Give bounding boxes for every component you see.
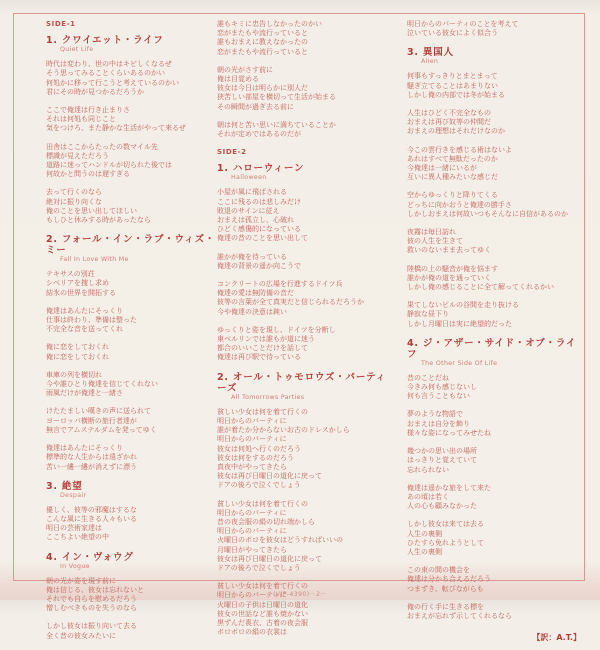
lyric-line: 互いに異人種みたいな感じだ: [407, 173, 498, 182]
lyric-stanza: [46, 622, 224, 640]
lyric-line: 忘れられない: [407, 465, 449, 474]
lyric-line: 明日からのパーティに: [217, 508, 287, 517]
lyric-line: 彼女は今日は明らかに別人だ: [217, 84, 308, 93]
lyric-stanza: [407, 146, 585, 183]
lyric-stanza: [217, 188, 395, 243]
song-title: 3. 絶望: [46, 480, 83, 492]
lyric-line: はっきりと覚えていて: [407, 456, 477, 465]
side-label: SIDE-2: [217, 148, 247, 157]
lyric-line: 絶対に振り向くな: [46, 197, 102, 206]
lyric-line: しかし彼女は来ては去る: [407, 520, 484, 529]
lyric-stanza: [217, 121, 395, 139]
lyric-line: 明日からのパーティに: [217, 416, 287, 425]
lyric-line: 何も言うこともない: [407, 392, 470, 401]
lyric-line: 苦い一縷一縷が消えずに漂う: [46, 462, 137, 471]
lyric-line: ヨーロッパ横断の旅行者達が: [46, 416, 137, 425]
lyric-stanza: [407, 484, 585, 512]
lyric-line: 憎しむべきものを失うのなら: [46, 604, 137, 613]
lyric-stanza: [46, 106, 224, 134]
lyric-line: あの頃は若く: [407, 492, 449, 501]
lyric-line: 昔のことだね: [407, 373, 449, 382]
lyric-line: 人生の裏側: [407, 529, 442, 538]
lyric-line: 結氷の世界を開拓する: [46, 288, 116, 297]
lyrics-column-right: [407, 20, 585, 642]
lyric-line: 俺は目覚める: [217, 75, 259, 84]
lyric-line: しかし俺の感じることに全て解ってくれるかい: [407, 283, 554, 292]
lyric-stanza: [46, 143, 224, 180]
song-subtitle-english: Despair: [60, 491, 87, 499]
lyric-stanza: [217, 66, 395, 112]
lyric-line: 俺達は分かち合えるだろう: [407, 575, 491, 584]
lyric-line: 俺達はあんたにそっくり: [46, 444, 123, 453]
lyric-line: 何事もすっきりとまとまって: [407, 72, 498, 81]
lyric-line: おまえの理想はそれだけなのか: [407, 127, 505, 136]
lyric-line: 不完全な音を送ってくれ: [46, 325, 123, 334]
lyric-stanza: [46, 506, 224, 543]
lyric-line: 無言でアムステルダムを発ってゆく: [46, 425, 157, 434]
lyric-line: どっちに向かおうと俺達の勝手さ: [407, 200, 512, 209]
lyric-stanza: [217, 253, 395, 271]
song-title: 2. フォール・イン・ラブ・ウィズ・ミー: [46, 234, 216, 257]
lyric-stanza: [407, 72, 585, 100]
lyric-line: 恋がまたもや流行っていると: [217, 47, 308, 56]
lyric-line: 俺のことを思い出してほしい: [46, 206, 137, 215]
song-subtitle-english: Halloween: [231, 174, 267, 182]
lyric-stanza: [407, 410, 585, 438]
lyric-line: 陸橋の上の騒音が俺を悩ます: [407, 264, 498, 273]
lyric-stanza: [217, 20, 395, 57]
lyric-stanza: [46, 60, 224, 97]
lyric-stanza: [407, 265, 585, 293]
lyric-line: そう思ってみることくらいあるのかい: [46, 69, 165, 78]
lyric-line: 貧しい少女は何を着て行くの: [217, 582, 308, 591]
lyric-line: 標準的な人生からは遠ざかれ: [46, 453, 137, 462]
lyric-line: 彼女は再び日曜日の道化に戻って: [217, 472, 322, 481]
lyrics-column-center: [217, 20, 395, 646]
lyric-line: 都合のいいことだけを話して: [217, 344, 308, 353]
lyric-line: 朝の光がさす前に: [217, 65, 273, 74]
lyric-line: 今きみ何も感じないし: [407, 383, 477, 392]
lyric-line: けたたましい嘆きの声に送られて: [46, 407, 151, 416]
side-label: SIDE-1: [46, 20, 76, 28]
lyric-line: ここちよい絶望の中: [46, 533, 109, 542]
lyric-line: 人生の裏側: [407, 547, 442, 556]
lyric-line: 俺達の背景の遥か向こうで: [217, 261, 301, 270]
lyric-line: 誰かが俺を待っている: [217, 252, 287, 261]
lyric-line: 雨風だけが俺達と一緒さ: [46, 389, 123, 398]
lyric-line: 貧しい少女は何を着て行くの: [217, 407, 308, 416]
lyric-line: 敗退のサインに従え: [217, 206, 280, 215]
lyric-line: 誰かが俺の道を通っていく: [407, 273, 491, 282]
lyric-line: シベリアを捜し求め: [46, 279, 109, 288]
translator-credit: 【訳：A.T.】: [532, 633, 581, 643]
lyric-stanza: [407, 374, 585, 402]
lyric-line: 貧しい少女は何を着て行くの: [217, 499, 308, 508]
lyric-line: 朝の光が姿を現す前に: [46, 576, 116, 585]
song-title: 4. ジ・アザー・サイド・オブ・ライフ: [407, 337, 577, 360]
lyric-line: 夜霧は毎日訪れ: [407, 228, 456, 237]
lyric-line: 明日からのパーティに: [217, 527, 287, 536]
song-title: 4. イン・ヴォウグ: [46, 551, 134, 563]
lyric-line: 時代は変わり、世の中はキビしくなるぜ: [46, 60, 172, 69]
lyric-line: 去って行くのなら: [46, 188, 102, 197]
lyric-line: 何処かに移って行こうと考えているのかい: [46, 78, 179, 87]
song-title: 1. ハローウィーン: [217, 163, 305, 175]
lyric-stanza: [46, 188, 224, 225]
lyric-line: 彼等の言葉が全て真実だと信じられるだろうか: [217, 298, 364, 307]
lyric-line: 明日からのパーティのことを考えて: [407, 20, 519, 28]
song-title: 3. 異国人: [407, 47, 454, 59]
lyric-line: 田舎はここからたったの数マイル先: [46, 142, 158, 151]
lyric-line: 人の心も顧みなかった: [407, 502, 477, 511]
lyric-stanza: [46, 444, 224, 472]
lyric-line: 救いのないまま去ってゆく: [407, 246, 491, 255]
lyric-stanza: [46, 407, 224, 435]
lyric-line: 標識が見えただろう: [46, 151, 109, 160]
lyric-stanza: [46, 371, 224, 399]
lyric-line: 夢のような物語で: [407, 410, 463, 419]
lyric-line: それでも自らを慰めるだろう: [46, 594, 137, 603]
lyric-line: ドアの後ろで泣くでしょう: [217, 481, 301, 490]
lyric-stanza: [46, 343, 224, 361]
lyric-line: 君にその時が見つかるだろうか: [46, 87, 144, 96]
lyric-stanza: [407, 301, 585, 329]
lyric-line: 東ベルリンでは誰もが道に迷う: [217, 335, 315, 344]
lyric-line: 優しく、彼等の邪魔はするな: [46, 505, 137, 514]
lyric-line: 様々な姿になってみせたね: [407, 428, 491, 437]
lyric-line: 俺達は遥かな旅をして来た: [407, 483, 491, 492]
lyric-line: 俺に恋をしておくれ: [46, 352, 109, 361]
lyric-line: 明日からのパーティに: [217, 591, 287, 600]
lyric-line: 今俺達は一緒にいるが: [407, 164, 477, 173]
lyric-line: 果てしないビルの谷間を走り抜ける: [407, 301, 519, 310]
lyric-line: 明日からのパーティに: [217, 435, 287, 444]
song-title: 1. クワイエット・ライフ: [46, 35, 164, 47]
lyric-line: 今や俺達の決意は鈍い: [217, 307, 287, 316]
song-subtitle-english: Fall In Love With Me: [60, 256, 129, 264]
lyric-stanza: [217, 326, 395, 363]
lyric-stanza: [217, 280, 395, 317]
lyric-line: 静寂な昼下り: [407, 310, 449, 319]
lyric-line: 人生はひどく不完全なもの: [407, 109, 491, 118]
lyric-line: 今この雲行きを感じる術はないよ: [407, 145, 512, 154]
lyric-line: 騒ぎ立てることはあまりない: [407, 81, 498, 90]
lyric-line: それは何処も同じこと: [46, 115, 116, 124]
lyric-line: ひたすら免れようとして: [407, 538, 484, 547]
lyric-line: その瞬間が過ぎ去る前に: [217, 102, 294, 111]
lyric-line: 俺達は再び駅で待っている: [217, 353, 301, 362]
lyric-line: ドアの後ろで泣くでしょう: [217, 563, 301, 572]
lyrics-column-left: [46, 20, 224, 650]
lyric-line: 真夜中がやってきたら: [217, 462, 287, 471]
lyric-stanza: [407, 20, 585, 38]
lyric-line: 月曜日がやってきたら: [217, 545, 287, 554]
lyric-line: 朝は何と苦い思いに満ちていることか: [217, 120, 336, 129]
lyric-line: しかし俺の内部では冬が始まる: [407, 90, 505, 99]
lyric-line: しかしおまえは何故いつもそんなに自信があるのか: [407, 209, 568, 218]
lyric-line: おまえは再び奴等の仲間だ: [407, 118, 491, 127]
lyric-stanza: [407, 191, 585, 219]
lyric-line: 昔の夜会服の絹の切れ端かしら: [217, 517, 315, 526]
lyric-line: 俺達はあんたにそっくり: [46, 306, 123, 315]
lyric-line: ここに残るのは悲しみだけ: [217, 197, 301, 206]
lyric-line: 明日の芸術家達は: [46, 524, 102, 533]
lyric-line: 気をつけろ、また静かな生活がやって来るぜ: [46, 124, 186, 133]
lyric-stanza: [407, 447, 585, 475]
lyric-stanza: [407, 228, 585, 256]
lyric-line: つまずき、転びながらも: [407, 584, 484, 593]
lyric-line: 何故かと問うのは遅すぎる: [46, 170, 130, 179]
lyric-line: ボロボロの絹の衣裳は: [217, 628, 287, 637]
lyric-line: おまえは孤立し、心破れ: [217, 216, 294, 225]
lyric-line: 俺の行く手に生きる標を: [407, 602, 484, 611]
lyric-line: 火曜日の子供は日曜日の道化: [217, 600, 308, 609]
lyric-line: 誰もおまえに教えなかったの: [217, 38, 308, 47]
lyric-line: 俺に恋をしておくれ: [46, 343, 109, 352]
lyric-line: あれはすべて無駄だったのか: [407, 154, 498, 163]
lyric-line: 誰が着たか分からないお古のドレスかしら: [217, 426, 350, 435]
lyric-stanza: [217, 500, 395, 574]
lyric-line: 彼女は再び日曜日の道化に戻って: [217, 554, 322, 563]
song-title: 2. オール・トゥモロウズ・パーティーズ: [217, 371, 386, 394]
song-subtitle-english: All Tomorrows Parties: [231, 393, 305, 401]
lyric-line: こんな風に生きる人々もいる: [46, 514, 137, 523]
lyric-line: ここで俺達は行き止まりさ: [46, 106, 130, 115]
lyric-line: テキサスの別荘: [46, 270, 95, 279]
song-subtitle-english: Quiet Life: [60, 46, 94, 54]
lyric-line: おまえが忘れず示してくれるなら: [407, 611, 512, 620]
lyric-stanza: [46, 307, 224, 335]
lyric-line: しかし月曜日は実に絶望的だった: [407, 319, 512, 328]
lyric-line: 火曜日のボロを彼女はどうすればいいの: [217, 536, 343, 545]
lyric-line: ひどく感傷的になっている: [217, 225, 301, 234]
lyric-line: ゆっくりと姿を現し、ドイツを分断し: [217, 325, 336, 334]
lyric-line: 仕事は終わり、準備は整った: [46, 316, 137, 325]
lyric-line: コンクリートの広場を行進するドイツ兵: [217, 280, 343, 289]
lyric-stanza: [407, 603, 585, 621]
lyric-line: 俺達の昔のことを思い出して: [217, 234, 308, 243]
lyric-stanza: [407, 109, 585, 137]
lyric-line: 誰もキミに忠告しなかったのかい: [217, 20, 322, 28]
lyric-line: 恋がまたもや流行っていると: [217, 29, 308, 38]
lyric-line: おまえは自分を飾り: [407, 419, 470, 428]
lyric-line: 道路に迷ってハンドルが切られた後では: [46, 161, 172, 170]
lyric-line: 泣いている彼女によく似合う: [407, 29, 498, 38]
song-subtitle-english: In Vogue: [60, 562, 90, 570]
lyric-line: 全く昔の彼女みたいに: [46, 631, 116, 640]
song-subtitle-english: The Other Side Of Life: [421, 359, 498, 367]
lyric-line: 狭苦しい部屋を横切って生活が始まる: [217, 93, 336, 102]
lyric-line: 彼女は何処へ行くのだろう: [217, 444, 301, 453]
song-subtitle-english: Alien: [421, 58, 439, 66]
lyric-stanza: [217, 408, 395, 491]
lyric-line: しかし彼女は振り向いて去る: [46, 622, 137, 631]
lyric-stanza: [46, 270, 224, 298]
lyric-line: 黒ずんだ喪衣、古着の夜会服: [217, 618, 308, 627]
lyric-stanza: [407, 520, 585, 557]
lyric-line: 小屋が風に飛ばされる: [217, 188, 287, 197]
lyric-line: 俺達の愛は無防備の音だ: [217, 289, 294, 298]
lyric-line: 今や誰ひとり俺達を信じてくれない: [46, 380, 158, 389]
lyric-line: この束の間の機会を: [407, 566, 470, 575]
lyric-line: 彼女は何をするのだろう: [217, 453, 294, 462]
catalog-number: (VIP-4390)－2－: [273, 591, 327, 598]
lyric-line: もしひと休みする時があったなら: [46, 216, 151, 225]
lyric-line: それが定めではあるのだが: [217, 130, 301, 139]
lyric-line: 彼の人生を生きて: [407, 237, 463, 246]
lyric-line: 車庫の列を横切れ: [46, 370, 102, 379]
lyric-line: 俺は信じる、彼女は忘れないと: [46, 585, 144, 594]
lyric-line: 空からゆっくりと降りてくる: [407, 191, 498, 200]
lyric-line: 彼女の世話など誰も焼かない: [217, 609, 308, 618]
lyric-line: 幾つかの思い出の場所: [407, 447, 477, 456]
